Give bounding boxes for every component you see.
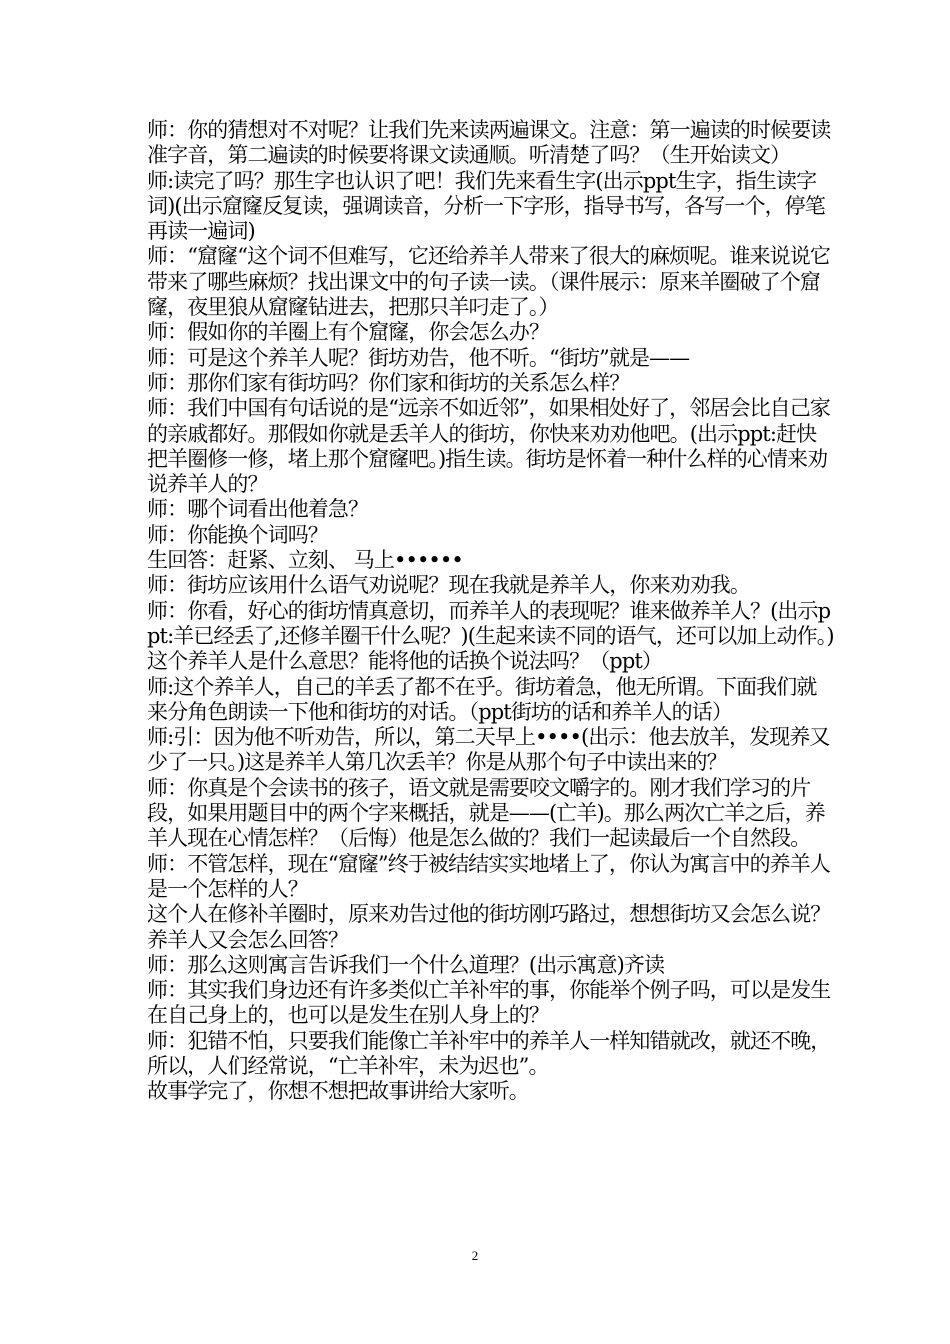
- paragraph: 师：你看，好心的街坊情真意切，而养羊人的表现呢？谁来做养羊人？(出示ppt:羊已经丢了,还修羊圈干什么呢？)(生起来读不同的语气，还可以加上动作。)这个养羊人是什么意思？能将他的话换个说法吗？（ppt）: [147, 598, 834, 674]
- paragraph: 师：哪个词看出他着急？: [147, 497, 369, 522]
- paragraph: 师：不管怎样，现在“窟窿”终于被结结实实地堵上了，你认为寓言中的养羊人是一个怎样的人？: [147, 851, 830, 901]
- paragraph: 师：街坊应该用什么语气劝说呢？现在我就是养羊人，你来劝劝我。: [147, 573, 750, 598]
- paragraph: 师:这个养羊人，自己的羊丢了都不在乎。街坊着急，他无所谓。下面我们就来分角色朗读一下他和街坊的对话。（ppt街坊的话和养羊人的话）: [147, 674, 817, 724]
- paragraph: 师：“窟窿“这个词不但难写，它还给养羊人带来了很大的麻烦呢。谁来说说它带来了哪些麻烦？找出课文中的句子读一读。（课件展示：原来羊圈破了个窟窿，夜里狼从窟窿钻进去，把那只羊叼走了。）: [147, 244, 830, 320]
- paragraph: 师：犯错不怕，只要我们能像亡羊补牢中的养羊人一样知错就改，就还不晚，所以，人们经常说，“亡羊补牢，未为迟也”。: [147, 1028, 831, 1078]
- paragraph: 师：假如你的羊圈上有个窟窿，你会怎么办？: [147, 320, 549, 345]
- paragraph: 生回答：赶紧、立刻、 马上••••••: [147, 548, 463, 573]
- paragraph: 师：你的猜想对不对呢？让我们先来读两遍课文。注意：第一遍读的时候要读准字音，第二遍读的时候要将课文读通顺。听清楚了吗？（生开始读文）: [147, 118, 831, 168]
- paragraph: 师：其实我们身边还有许多类似亡羊补牢的事，你能举个例子吗，可以是发生在自己身上的，也可以是发生在别人身上的？: [147, 978, 831, 1028]
- paragraph: 师：你能换个词吗？: [147, 522, 328, 547]
- paragraph: 师：可是这个养羊人呢？街坊劝告，他不听。“街坊”就是——: [147, 345, 690, 370]
- paragraph: 师：那你们家有街坊吗？你们家和街坊的关系怎么样？: [147, 370, 630, 395]
- paragraph: 这个人在修补羊圈时，原来劝告过他的街坊刚巧路过，想想街坊又会怎么说？养羊人又会怎么回答？: [147, 902, 831, 952]
- paragraph: 师：你真是个会读书的孩子，语文就是需要咬文嚼字的。刚才我们学习的片段，如果用题目中的两个字来概括，就是——(亡羊)。那么两次亡羊之后，养羊人现在心情怎样？（后悔）他是怎么做的？我们一起读最后一个自然段。: [147, 775, 825, 851]
- paragraph: 故事学完了，你想不想把故事讲给大家听。: [147, 1079, 529, 1104]
- paragraph: 师：我们中国有句话说的是“远亲不如近邻”，如果相处好了，邻居会比自己家的亲戚都好。那假如你就是丢羊人的街坊，你快来劝劝他吧。(出示ppt:赶快把羊圈修一修，堵上那个窟窿吧。)指生读。街坊是怀着一种什么样的心情来劝说养羊人的？: [147, 396, 830, 497]
- paragraph: 师：那么这则寓言告诉我们一个什么道理？(出示寓意)齐读: [147, 952, 665, 977]
- document-body: [147, 118, 835, 1105]
- paragraph: 师:读完了吗？那生字也认识了吧！我们先来看生字(出示ppt生字，指生读字词)(出示窟窿反复读，强调读音，分析一下字形，指导书写，各写一个，停笔再读一遍词): [147, 168, 825, 244]
- paragraph: 师:引：因为他不听劝告，所以，第二天早上••••(出示：他去放羊，发现养又少了一只。)这是养羊人第几次丢羊？你是从那个句子中读出来的？: [147, 725, 830, 775]
- page-number: 2: [471, 1248, 479, 1263]
